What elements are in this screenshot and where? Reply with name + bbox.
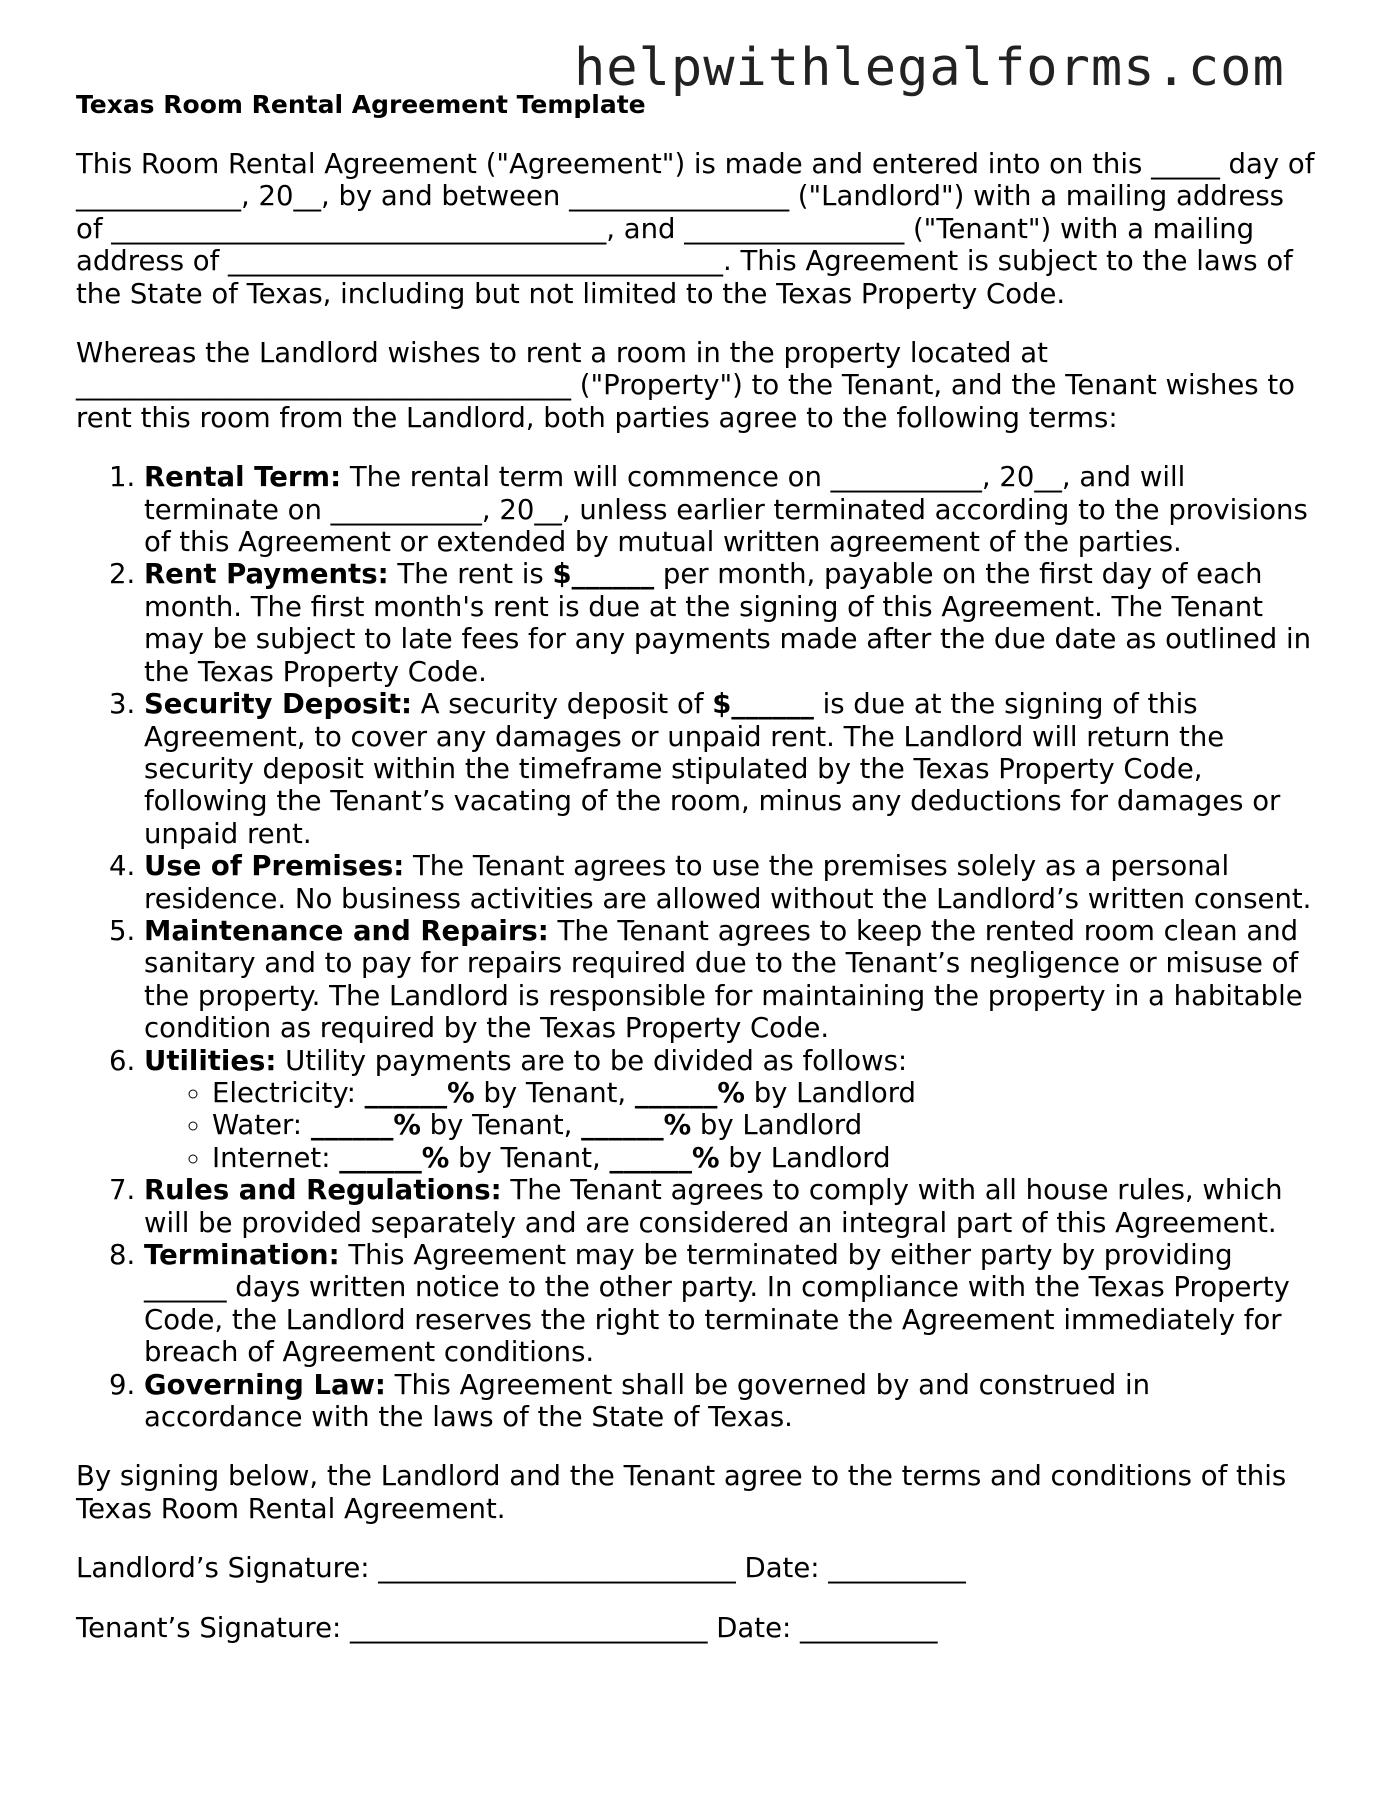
term-use-of-premises xyxy=(144,850,1316,915)
utility-electricity xyxy=(212,1077,1316,1109)
term-heading: Termination: xyxy=(144,1239,340,1271)
utility-text: by Tenant, xyxy=(474,1076,635,1109)
term-text: Utility payments are to be divided as follows: xyxy=(276,1044,908,1077)
term-heading: Rent Payments: xyxy=(144,558,389,591)
term-rules-regulations xyxy=(144,1174,1316,1239)
term-termination xyxy=(144,1239,1316,1369)
term-text: A security deposit of xyxy=(411,688,713,721)
term-governing-law xyxy=(144,1369,1316,1434)
term-text: The Tenant agrees to use the premises solely as a personal residence. No business activities are allowed without the Landlord’s written consent. xyxy=(144,850,1312,915)
term-maintenance-repairs xyxy=(144,915,1316,1045)
utility-label: Internet: xyxy=(212,1141,340,1174)
utility-text: by Landlord xyxy=(719,1141,891,1174)
utilities-list xyxy=(144,1077,1316,1174)
term-text: This Agreement may be terminated by either party by providing ______ days written notice to the other party. In compliance with the Texas Property Code, the Landlord reserves the right to terminate the Agreement immediately for breach of Agreement conditions. xyxy=(144,1239,1290,1369)
closing-paragraph: By signing below, the Landlord and the Tenant agree to the terms and conditions of this Texas Room Rental Agreement. xyxy=(76,1460,1287,1525)
term-heading: Utilities: xyxy=(144,1044,277,1077)
tenant-percent-blank: ______% xyxy=(339,1141,450,1174)
term-text: The Tenant agrees to keep the rented room clean and sanitary and to pay for repairs required due to the Tenant’s negligence or misuse of the property. The Landlord is responsible for maintaining the property in a habitable condition as required by the Texas Property Code. xyxy=(144,914,1303,1045)
intro-paragraph: This Room Rental Agreement ("Agreement") is made and entered into on this _____ day of ____________, 20__, by and between ________________ ("Landlord") with a mailing address of ____________________________________, and ________________ ("Tenant") with a mailing address of ____________________________________. This Agreement is subject to the laws of the State of Texas, including but not limited to the Texas Property Code. xyxy=(76,148,1315,310)
term-heading: Rules and Regulations: xyxy=(144,1174,502,1207)
whereas-paragraph: Whereas the Landlord wishes to rent a room in the property located at ____________________________________ ("Property") to the Tenant, and the Tenant wishes to rent this room from the Landlord, both parties agree to the following terms: xyxy=(76,337,1295,434)
watermark: helpwithlegalforms.com xyxy=(574,38,1285,98)
term-text: The rental term will commence on ___________, 20__, and will terminate on ___________, 20__, unless earlier terminated according to the provisions of this Agreement or extended by mutual written agreement of the parties. xyxy=(144,461,1308,559)
utility-text: by Tenant, xyxy=(449,1141,610,1174)
term-heading: Use of Premises: xyxy=(144,850,405,883)
term-heading: Maintenance and Repairs: xyxy=(144,914,549,947)
rent-amount-blank: $______ xyxy=(552,558,655,591)
document-title: Texas Room Rental Agreement Template xyxy=(76,90,646,119)
utility-internet xyxy=(212,1142,1316,1174)
landlord-percent-blank: ______% xyxy=(581,1109,692,1142)
utility-text: by Tenant, xyxy=(420,1109,582,1142)
term-rental-term xyxy=(144,461,1316,558)
utility-label: Electricity: xyxy=(212,1076,365,1109)
landlord-percent-blank: ______% xyxy=(609,1141,720,1174)
term-text: is due at the signing of this Agreement, to cover any damages or unpaid rent. The Landlord will return the security deposit within the timeframe stipulated by the Texas Property Code, following the Tenant’s vacating of the room, minus any deductions for damages or unpaid rent. xyxy=(144,688,1281,850)
utility-water xyxy=(212,1109,1316,1141)
landlord-percent-blank: ______% xyxy=(634,1076,745,1109)
utility-text: by Landlord xyxy=(744,1076,916,1109)
tenant-signature-line: Tenant’s Signature: __________________________ Date: __________ xyxy=(76,1611,938,1644)
term-text: The rent is xyxy=(388,558,553,591)
term-heading: Rental Term: xyxy=(144,461,342,494)
term-security-deposit xyxy=(144,688,1316,850)
document-body xyxy=(76,88,1316,1671)
tenant-percent-blank: ______% xyxy=(310,1109,421,1142)
utility-text: by Landlord xyxy=(691,1109,863,1142)
term-heading: Security Deposit: xyxy=(144,688,412,721)
tenant-percent-blank: ______% xyxy=(364,1076,475,1109)
landlord-signature-line: Landlord’s Signature: __________________________ Date: __________ xyxy=(76,1552,966,1585)
term-rent-payments xyxy=(144,558,1316,688)
deposit-amount-blank: $______ xyxy=(712,688,814,721)
term-utilities xyxy=(144,1045,1316,1175)
term-text: This Agreement shall be governed by and construed in accordance with the laws of the State of Texas. xyxy=(144,1368,1151,1434)
utility-label: Water: xyxy=(212,1109,311,1142)
term-heading: Governing Law: xyxy=(144,1368,386,1401)
terms-list xyxy=(76,461,1316,1433)
term-text: The Tenant agrees to comply with all house rules, which will be provided separately and are considered an integral part of this Agreement. xyxy=(144,1174,1283,1239)
term-text: per month, payable on the first day of each month. The first month's rent is due at the signing of this Agreement. The Tenant may be subject to late fees for any payments made after the due date as outlined in the Texas Property Code. xyxy=(144,558,1312,688)
